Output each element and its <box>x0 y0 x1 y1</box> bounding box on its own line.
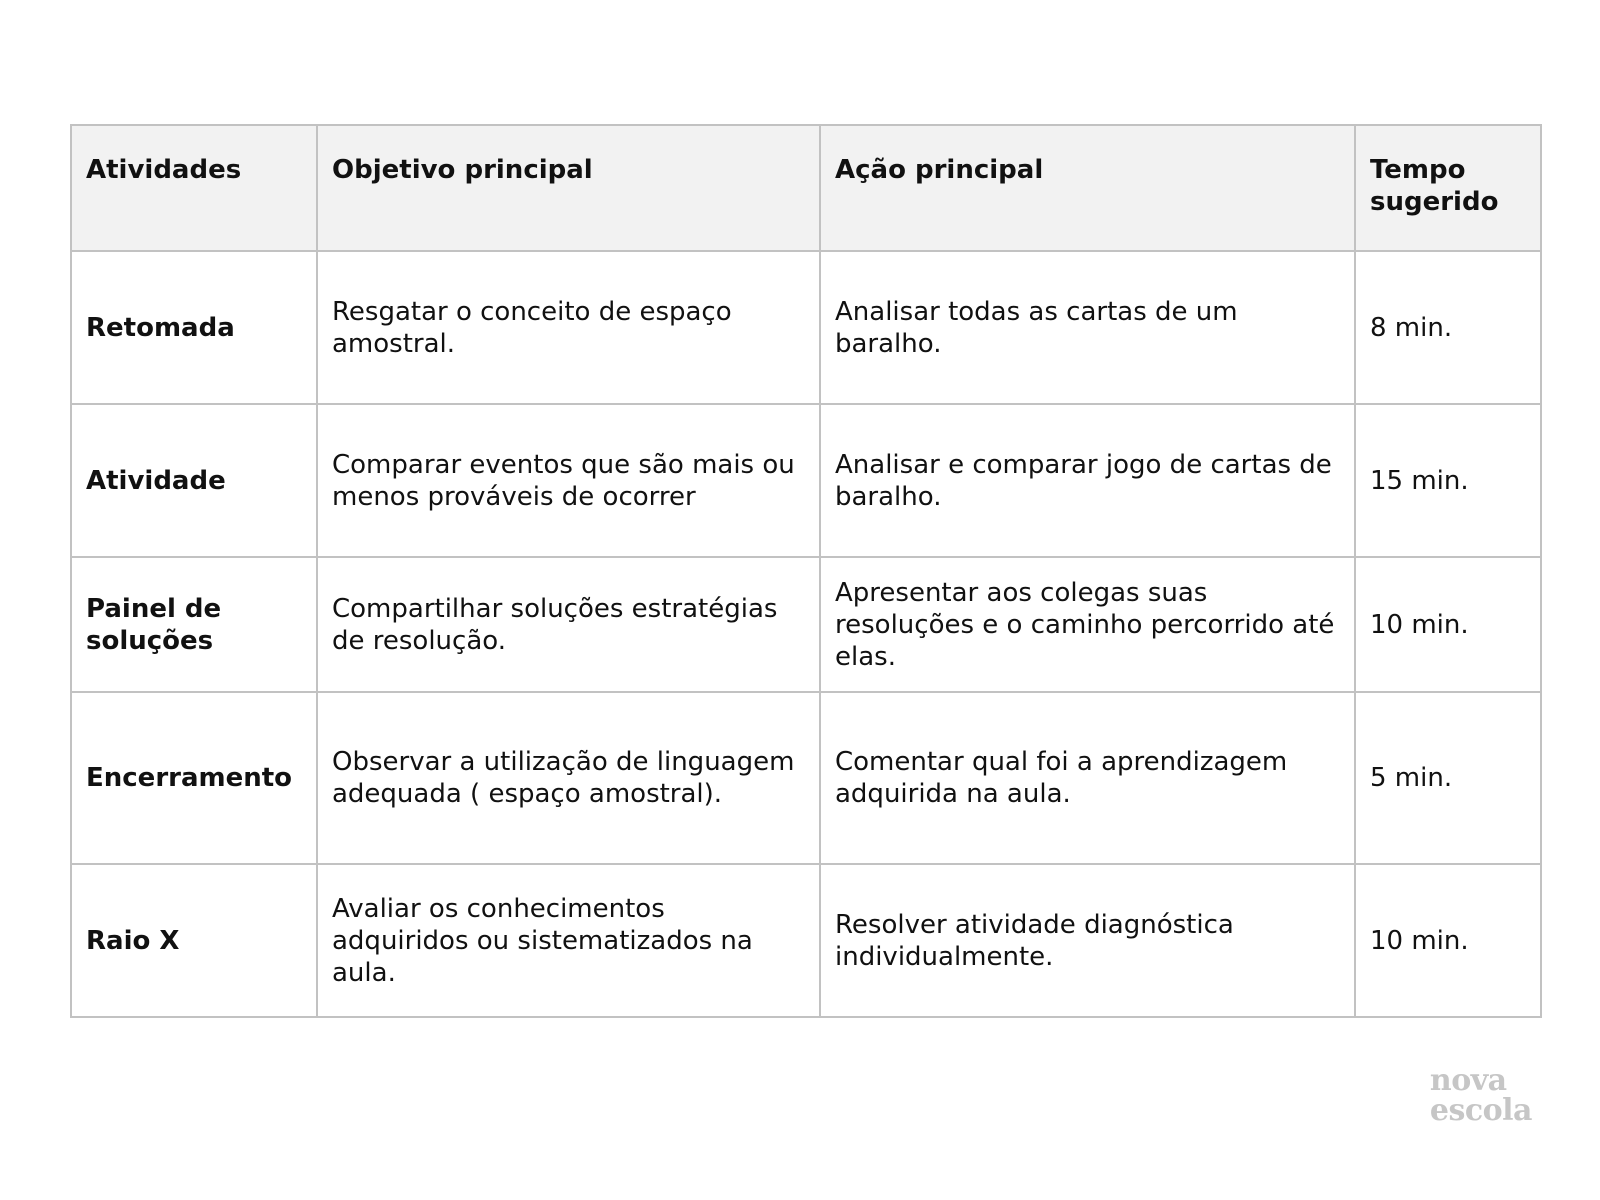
activity-cell: Encerramento <box>71 692 317 864</box>
table-header <box>71 125 1541 251</box>
time-cell: 15 min. <box>1355 404 1541 557</box>
action-cell: Comentar qual foi a aprendizagem adquirida na aula. <box>820 692 1355 864</box>
table-row <box>71 251 1541 404</box>
objective-cell: Avaliar os conhecimentos adquiridos ou sistematizados na aula. <box>317 864 820 1017</box>
action-cell: Analisar e comparar jogo de cartas de baralho. <box>820 404 1355 557</box>
objective-cell: Resgatar o conceito de espaço amostral. <box>317 251 820 404</box>
activity-cell: Raio X <box>71 864 317 1017</box>
objective-cell: Observar a utilização de linguagem adequada ( espaço amostral). <box>317 692 820 864</box>
time-cell: 10 min. <box>1355 557 1541 692</box>
table-body <box>71 251 1541 1017</box>
action-cell: Analisar todas as cartas de um baralho. <box>820 251 1355 404</box>
table-row <box>71 404 1541 557</box>
time-cell: 8 min. <box>1355 251 1541 404</box>
logo-line-escola: escola <box>1429 1093 1532 1128</box>
header-main-objective: Objetivo principal <box>317 125 820 251</box>
header-main-action: Ação principal <box>820 125 1355 251</box>
action-cell: Apresentar aos colegas suas resoluções e o caminho percorrido até elas. <box>820 557 1355 692</box>
activity-cell: Atividade <box>71 404 317 557</box>
header-activities: Atividades <box>71 125 317 251</box>
logo-line-nova: nova <box>1429 1063 1507 1098</box>
objective-cell: Compartilhar soluções estratégias de resolução. <box>317 557 820 692</box>
time-cell: 10 min. <box>1355 864 1541 1017</box>
objective-cell: Comparar eventos que são mais ou menos prováveis de ocorrer <box>317 404 820 557</box>
lesson-plan-table <box>70 124 1542 1018</box>
time-cell: 5 min. <box>1355 692 1541 864</box>
activity-cell: Painel de soluções <box>71 557 317 692</box>
action-cell: Resolver atividade diagnóstica individualmente. <box>820 864 1355 1017</box>
table-row <box>71 692 1541 864</box>
table-row <box>71 557 1541 692</box>
table-row <box>71 864 1541 1017</box>
nova-escola-logo <box>1429 1063 1532 1128</box>
activity-cell: Retomada <box>71 251 317 404</box>
header-row <box>71 125 1541 251</box>
header-suggested-time: Tempo sugerido <box>1355 125 1541 251</box>
